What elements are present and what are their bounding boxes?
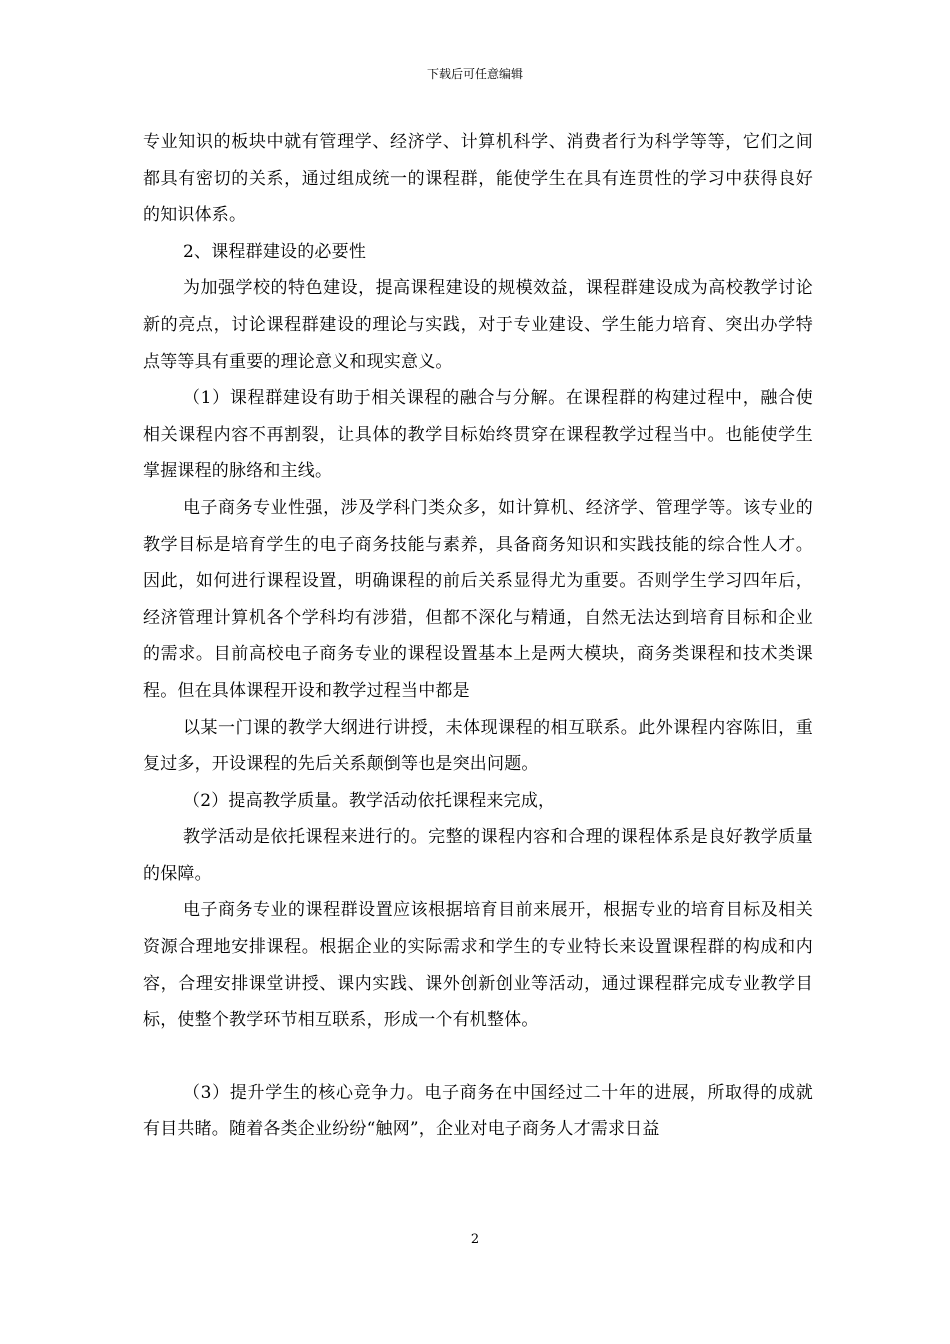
paragraph: （1）课程群建设有助于相关课程的融合与分解。在课程群的构建过程中，融合使相关课程内容不再割裂，让具体的教学目标始终贯穿在课程教学过程当中。也能使学生掌握课程的脉络和主线。 — [143, 388, 813, 482]
paragraph-continuation: 专业知识的板块中就有管理学、经济学、计算机科学、消费者行为科学等等，它们之间都具有密切的关系，通过组成统一的课程群，能使学生在具有连贯性的学习中获得良好的知识体系。 — [143, 132, 813, 226]
blank-line — [143, 1039, 813, 1075]
paragraph: （3）提升学生的核心竞争力。电子商务在中国经过二十年的进展，所取得的成就有目共睹。随着各类企业纷纷“触网”，企业对电子商务人才需求日益 — [143, 1082, 813, 1140]
paragraph: 教学活动是依托课程来进行的。完整的课程内容和合理的课程体系是良好教学质量的保障。 — [143, 827, 813, 884]
paragraph: 为加强学校的特色建设，提高课程建设的规模效益，课程群建设成为高校教学讨论新的亮点，讨论课程群建设的理论与实践，对于专业建设、学生能力培育、突出办学特点等等具有重要的理论意义和现实意义。 — [143, 278, 813, 372]
paragraph: 电子商务专业性强，涉及学科门类众多，如计算机、经济学、管理学等。该专业的教学目标是培育学生的电子商务技能与素养，具备商务知识和实践技能的综合性人才。因此，如何进行课程设置，明确课程的前后关系显得尤为重要。否则学生学习四年后，经济管理计算机各个学科均有涉猎，但都不深化与精通，自然无法达到培育目标和企业的需求。目前高校电子商务专业的课程设置基本上是两大模块，商务类课程和技术类课程。但在具体课程开设和教学过程当中都是 — [143, 497, 813, 701]
page-header: 下载后可任意编辑 — [426, 67, 523, 81]
paragraph: 以某一门课的教学大纲进行讲授，未体现课程的相互联系。此外课程内容陈旧，重复过多，开设课程的先后关系颠倒等也是突出问题。 — [143, 717, 813, 775]
paragraph: （2）提高教学质量。教学活动依托课程来完成， — [183, 790, 556, 811]
paragraph: 电子商务专业的课程群设置应该根据培育目前来展开，根据专业的培育目标及相关资源合理地安排课程。根据企业的实际需求和学生的专业特长来设置课程群的构成和内容，合理安排课堂讲授、课内实践、课外创新创业等活动，通过课程群完成专业教学目标，使整个教学环节相互联系，形成一个有机整体。 — [143, 900, 813, 1031]
page-number: 2 — [470, 1232, 480, 1247]
document-body — [143, 124, 813, 1148]
section-heading: 2、课程群建设的必要性 — [183, 241, 367, 262]
